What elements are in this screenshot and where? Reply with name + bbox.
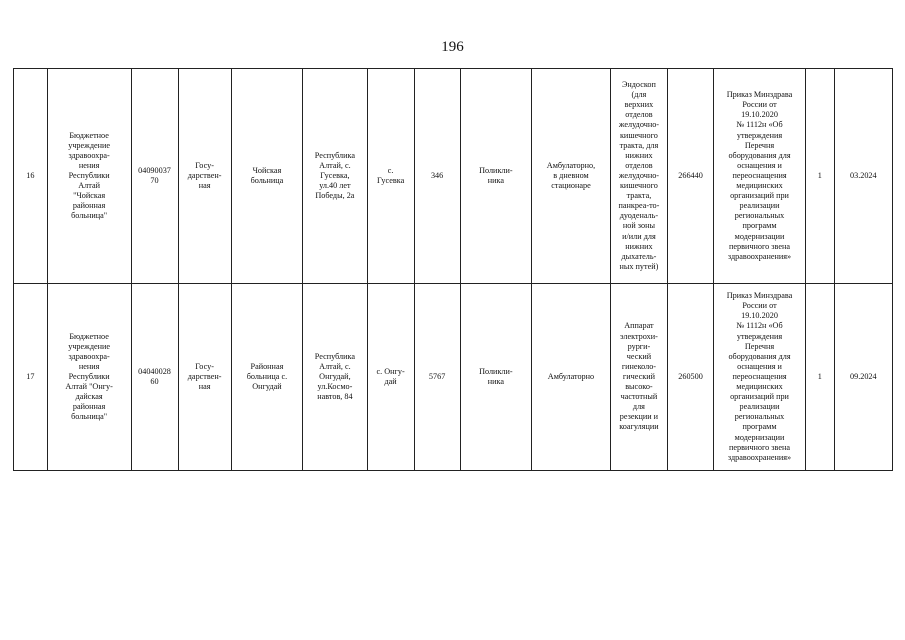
organization-name: Бюджетное учреждение здравоохра- нения Республики Алтай "Онгу- дайская районная больница": [47, 284, 131, 471]
equipment-price: 260500: [668, 284, 714, 471]
facility-name: Чойская больница: [231, 69, 303, 284]
facility-name: Районная больница с. Онгудай: [231, 284, 303, 471]
table-row: [14, 69, 893, 284]
organization-code: 04090037 70: [131, 69, 178, 284]
population: 5767: [414, 284, 460, 471]
care-conditions: Амбулаторно, в дневном стационаре: [532, 69, 611, 284]
locality: с. Онгу- дай: [367, 284, 414, 471]
unit-type: Поликли- ника: [460, 284, 532, 471]
legal-basis: Приказ Минздрава России от 19.10.2020 № 1112н «Об утверждения Перечня оборудования для оснащения и переоснащения медицинских организаций при реализации региональных программ модернизации первичного звена здравоохранения»: [714, 284, 806, 471]
legal-basis: Приказ Минздрава России от 19.10.2020 № 1112н «Об утверждения Перечня оборудования для оснащения и переоснащения медицинских организаций при реализации региональных программ модернизации первичного звена здравоохранения»: [714, 69, 806, 284]
row-number: 16: [14, 69, 48, 284]
ownership-form: Госу- дарствен- ная: [178, 69, 231, 284]
facility-address: Республика Алтай, с. Онгудай, ул.Космо- навтов, 84: [303, 284, 367, 471]
population: 346: [414, 69, 460, 284]
delivery-date: 03.2024: [834, 69, 892, 284]
unit-type: Поликли- ника: [460, 69, 532, 284]
equipment-price: 266440: [668, 69, 714, 284]
quantity: 1: [806, 284, 835, 471]
ownership-form: Госу- дарствен- ная: [178, 284, 231, 471]
locality: с. Гусевка: [367, 69, 414, 284]
row-number: 17: [14, 284, 48, 471]
equipment-table: [13, 68, 893, 471]
delivery-date: 09.2024: [834, 284, 892, 471]
quantity: 1: [806, 69, 835, 284]
organization-name: Бюджетное учреждение здравоохра- нения Республики Алтай "Чойская районная больница": [47, 69, 131, 284]
equipment-name: Эндоскоп (для верхних отделов желудочно- кишечного тракта, для нижних отделов желудочно- кишечного тракта, панкреа-то- дуоденаль- ной зоны и/или для нижних дыхатель- ных путей): [610, 69, 667, 284]
table-row: [14, 284, 893, 471]
facility-address: Республика Алтай, с. Гусевка, ул.40 лет Победы, 2а: [303, 69, 367, 284]
equipment-name: Аппарат электрохи- рурги- ческий гинеколо- гический высоко- частотный для резекции и коагуляции: [610, 284, 667, 471]
care-conditions: Амбулаторно: [532, 284, 611, 471]
page-number: 196: [441, 39, 464, 55]
organization-code: 04040028 60: [131, 284, 178, 471]
